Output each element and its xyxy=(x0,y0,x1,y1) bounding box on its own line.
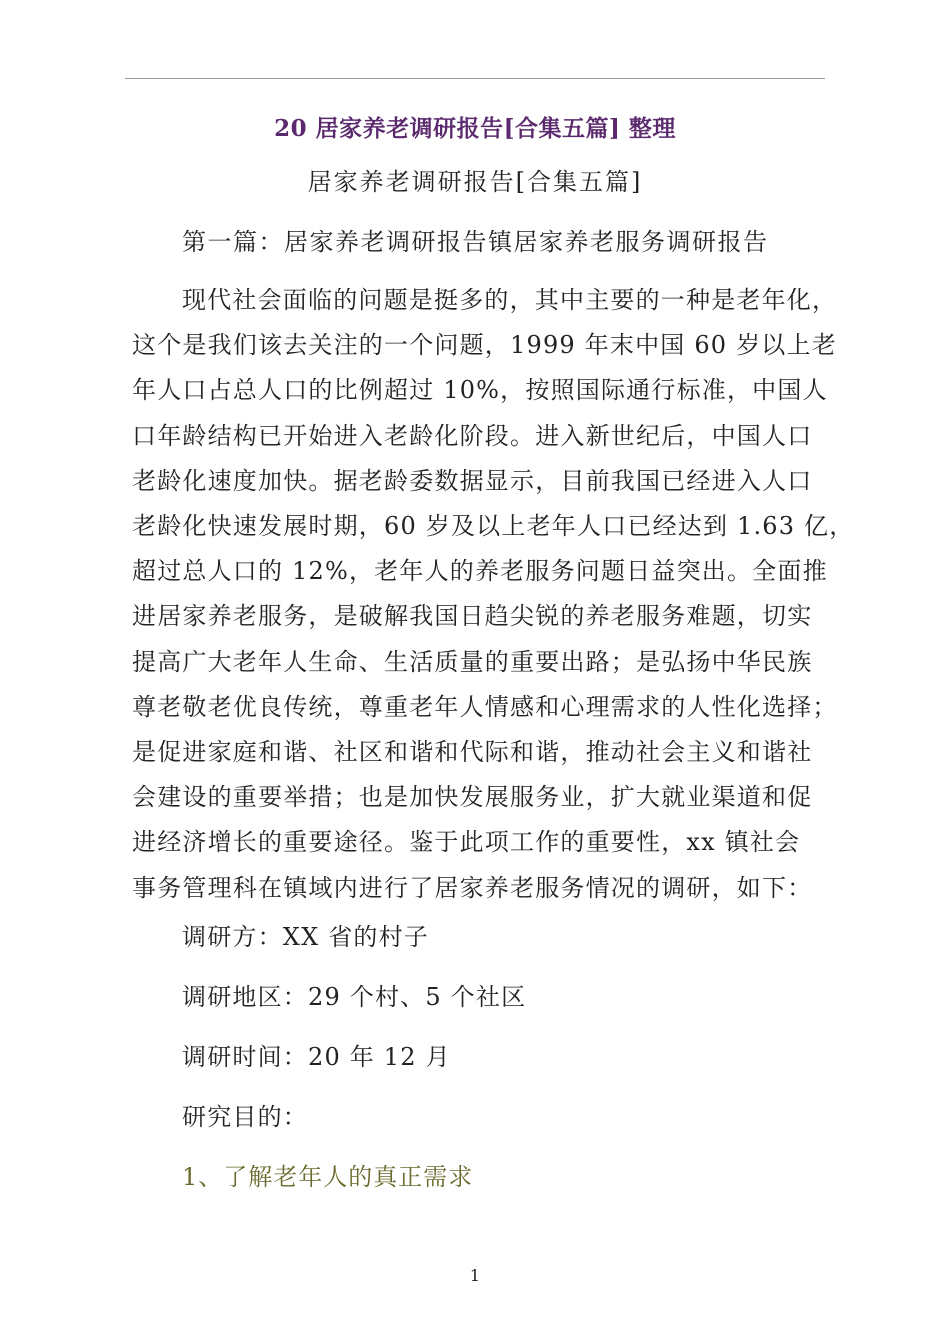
paragraph-line: 提高广大老年人生命、生活质量的重要出路；是弘扬中华民族 xyxy=(132,647,813,676)
document-subtitle: 居家养老调研报告[合集五篇] xyxy=(307,168,643,196)
paragraph-line: 现代社会面临的问题是挺多的，其中主要的一种是老年化， xyxy=(182,286,838,314)
survey-area: 调研地区：29 个村、5 个社区 xyxy=(182,983,527,1011)
section-heading: 第一篇：居家养老调研报告镇居家养老服务调研报告 xyxy=(182,228,769,256)
paragraph-line: 会建设的重要举措；也是加快发展服务业，扩大就业渠道和促 xyxy=(132,783,813,812)
paragraph-line: 口年龄结构已开始进入老龄化阶段。进入新世纪后，中国人口 xyxy=(132,421,813,450)
paragraph-line: 进居家养老服务，是破解我国日趋尖锐的养老服务难题，切实 xyxy=(132,602,813,631)
paragraph-line: 超过总人口的 12%，老年人的养老服务问题日益突出。全面推 xyxy=(132,557,828,586)
paragraph-line: 尊老敬老优良传统，尊重老年人情感和心理需求的人性化选择； xyxy=(132,692,838,721)
paragraph-line: 事务管理科在镇域内进行了居家养老服务情况的调研，如下： xyxy=(132,873,813,902)
paragraph-line: 老龄化快速发展时期，60 岁及以上老年人口已经达到 1.63 亿， xyxy=(132,512,855,541)
header-rule xyxy=(125,78,825,79)
document-title: 20 居家养老调研报告[合集五篇] 整理 xyxy=(274,115,676,142)
paragraph-line: 进经济增长的重要途径。鉴于此项工作的重要性，xx 镇社会 xyxy=(132,828,801,857)
research-purpose-label: 研究目的： xyxy=(182,1103,308,1131)
paragraph-line: 这个是我们该去关注的一个问题，1999 年末中国 60 岁以上老 xyxy=(132,331,837,360)
page-number: 1 xyxy=(469,1266,481,1285)
survey-time: 调研时间：20 年 12 月 xyxy=(182,1043,451,1071)
survey-party: 调研方：XX 省的村子 xyxy=(182,923,430,951)
paragraph-line: 老龄化速度加快。据老龄委数据显示，目前我国已经进入人口 xyxy=(132,466,813,495)
paragraph-line: 是促进家庭和谐、社区和谐和代际和谐，推动社会主义和谐社 xyxy=(132,738,813,767)
goal-item-1: 1、了解老年人的真正需求 xyxy=(182,1163,474,1191)
body-paragraph xyxy=(132,278,855,911)
paragraph-line: 年人口占总人口的比例超过 10%，按照国际通行标准，中国人 xyxy=(132,376,828,405)
